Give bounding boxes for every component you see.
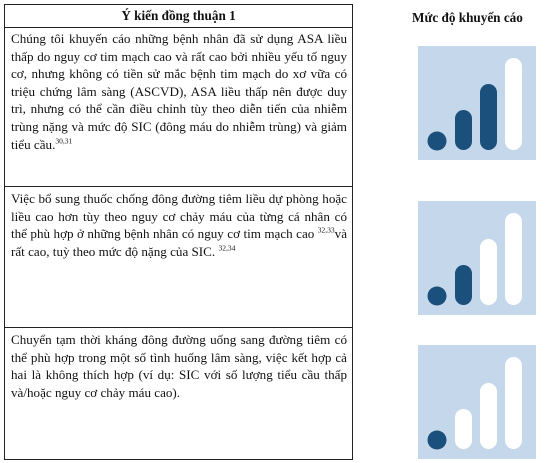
signal-strength-3-icon bbox=[418, 46, 536, 160]
consensus-text: Chuyển tạm thời kháng đông đường uống sang đường tiêm có thể phù hợp trong một số tình huống lâm sàng, việc kết hợp cả hai là không thích hợp (ví dụ: SIC với số lượng tiểu cầu thấp và/hoặc nguy cơ chảy máu cao). bbox=[11, 332, 347, 400]
table-row bbox=[5, 187, 352, 328]
signal-bar bbox=[505, 213, 522, 305]
consensus-table bbox=[4, 4, 353, 460]
consensus-text: và rất cao, tuỳ theo mức độ nặng của SIC. bbox=[11, 226, 347, 259]
signal-bars-graphic bbox=[418, 201, 536, 315]
signal-bars-graphic bbox=[418, 345, 536, 459]
signal-bars-graphic bbox=[418, 46, 536, 160]
table-header: Ý kiến đồng thuận 1 bbox=[5, 5, 352, 28]
signal-bar bbox=[480, 84, 497, 150]
signal-strength-2-icon bbox=[418, 201, 536, 315]
signal-bar bbox=[480, 383, 497, 449]
consensus-text: Chúng tôi khuyến cáo những bệnh nhân đã sử dụng ASA liều thấp do nguy cơ tim mạch cao và rất cao bởi nhiều yếu tố nguy cơ, nhưng không có tiền sử mắc bệnh tim mạch do xơ vữa có triệu chứng lâm sàng (ASCVD), ASA liều thấp nên được duy trì, nhưng có thể cần điều chỉnh tùy theo diễn tiến của nhiễm trùng nặng và mức độ SIC (đông máu do nhiễm trùng) và giảm tiểu cầu. bbox=[11, 31, 347, 152]
signal-dot bbox=[428, 287, 447, 306]
signal-bar bbox=[505, 58, 522, 150]
consensus-text: Việc bổ sung thuốc chống đông đường tiêm liều dự phòng hoặc liều cao hơn tùy theo nguy cơ chảy máu của từng cá nhân có thể phù hợp ở những bệnh nhân có nguy cơ tim mạch cao bbox=[11, 191, 347, 242]
reference-superscript: 32,34 bbox=[218, 243, 236, 253]
signal-dot bbox=[428, 132, 447, 151]
table-row bbox=[5, 328, 352, 459]
signal-bar bbox=[480, 239, 497, 305]
signal-bar bbox=[455, 265, 472, 305]
reference-superscript: 30,31 bbox=[55, 136, 73, 146]
recommendation-level-title: Mức độ khuyến cáo bbox=[412, 10, 523, 25]
table-row bbox=[5, 27, 352, 187]
signal-bar bbox=[455, 110, 472, 150]
signal-strength-1-icon bbox=[418, 345, 536, 459]
signal-bar bbox=[505, 357, 522, 449]
signal-dot bbox=[428, 431, 447, 450]
signal-bar bbox=[455, 409, 472, 449]
reference-superscript: 32,33 bbox=[317, 225, 335, 235]
